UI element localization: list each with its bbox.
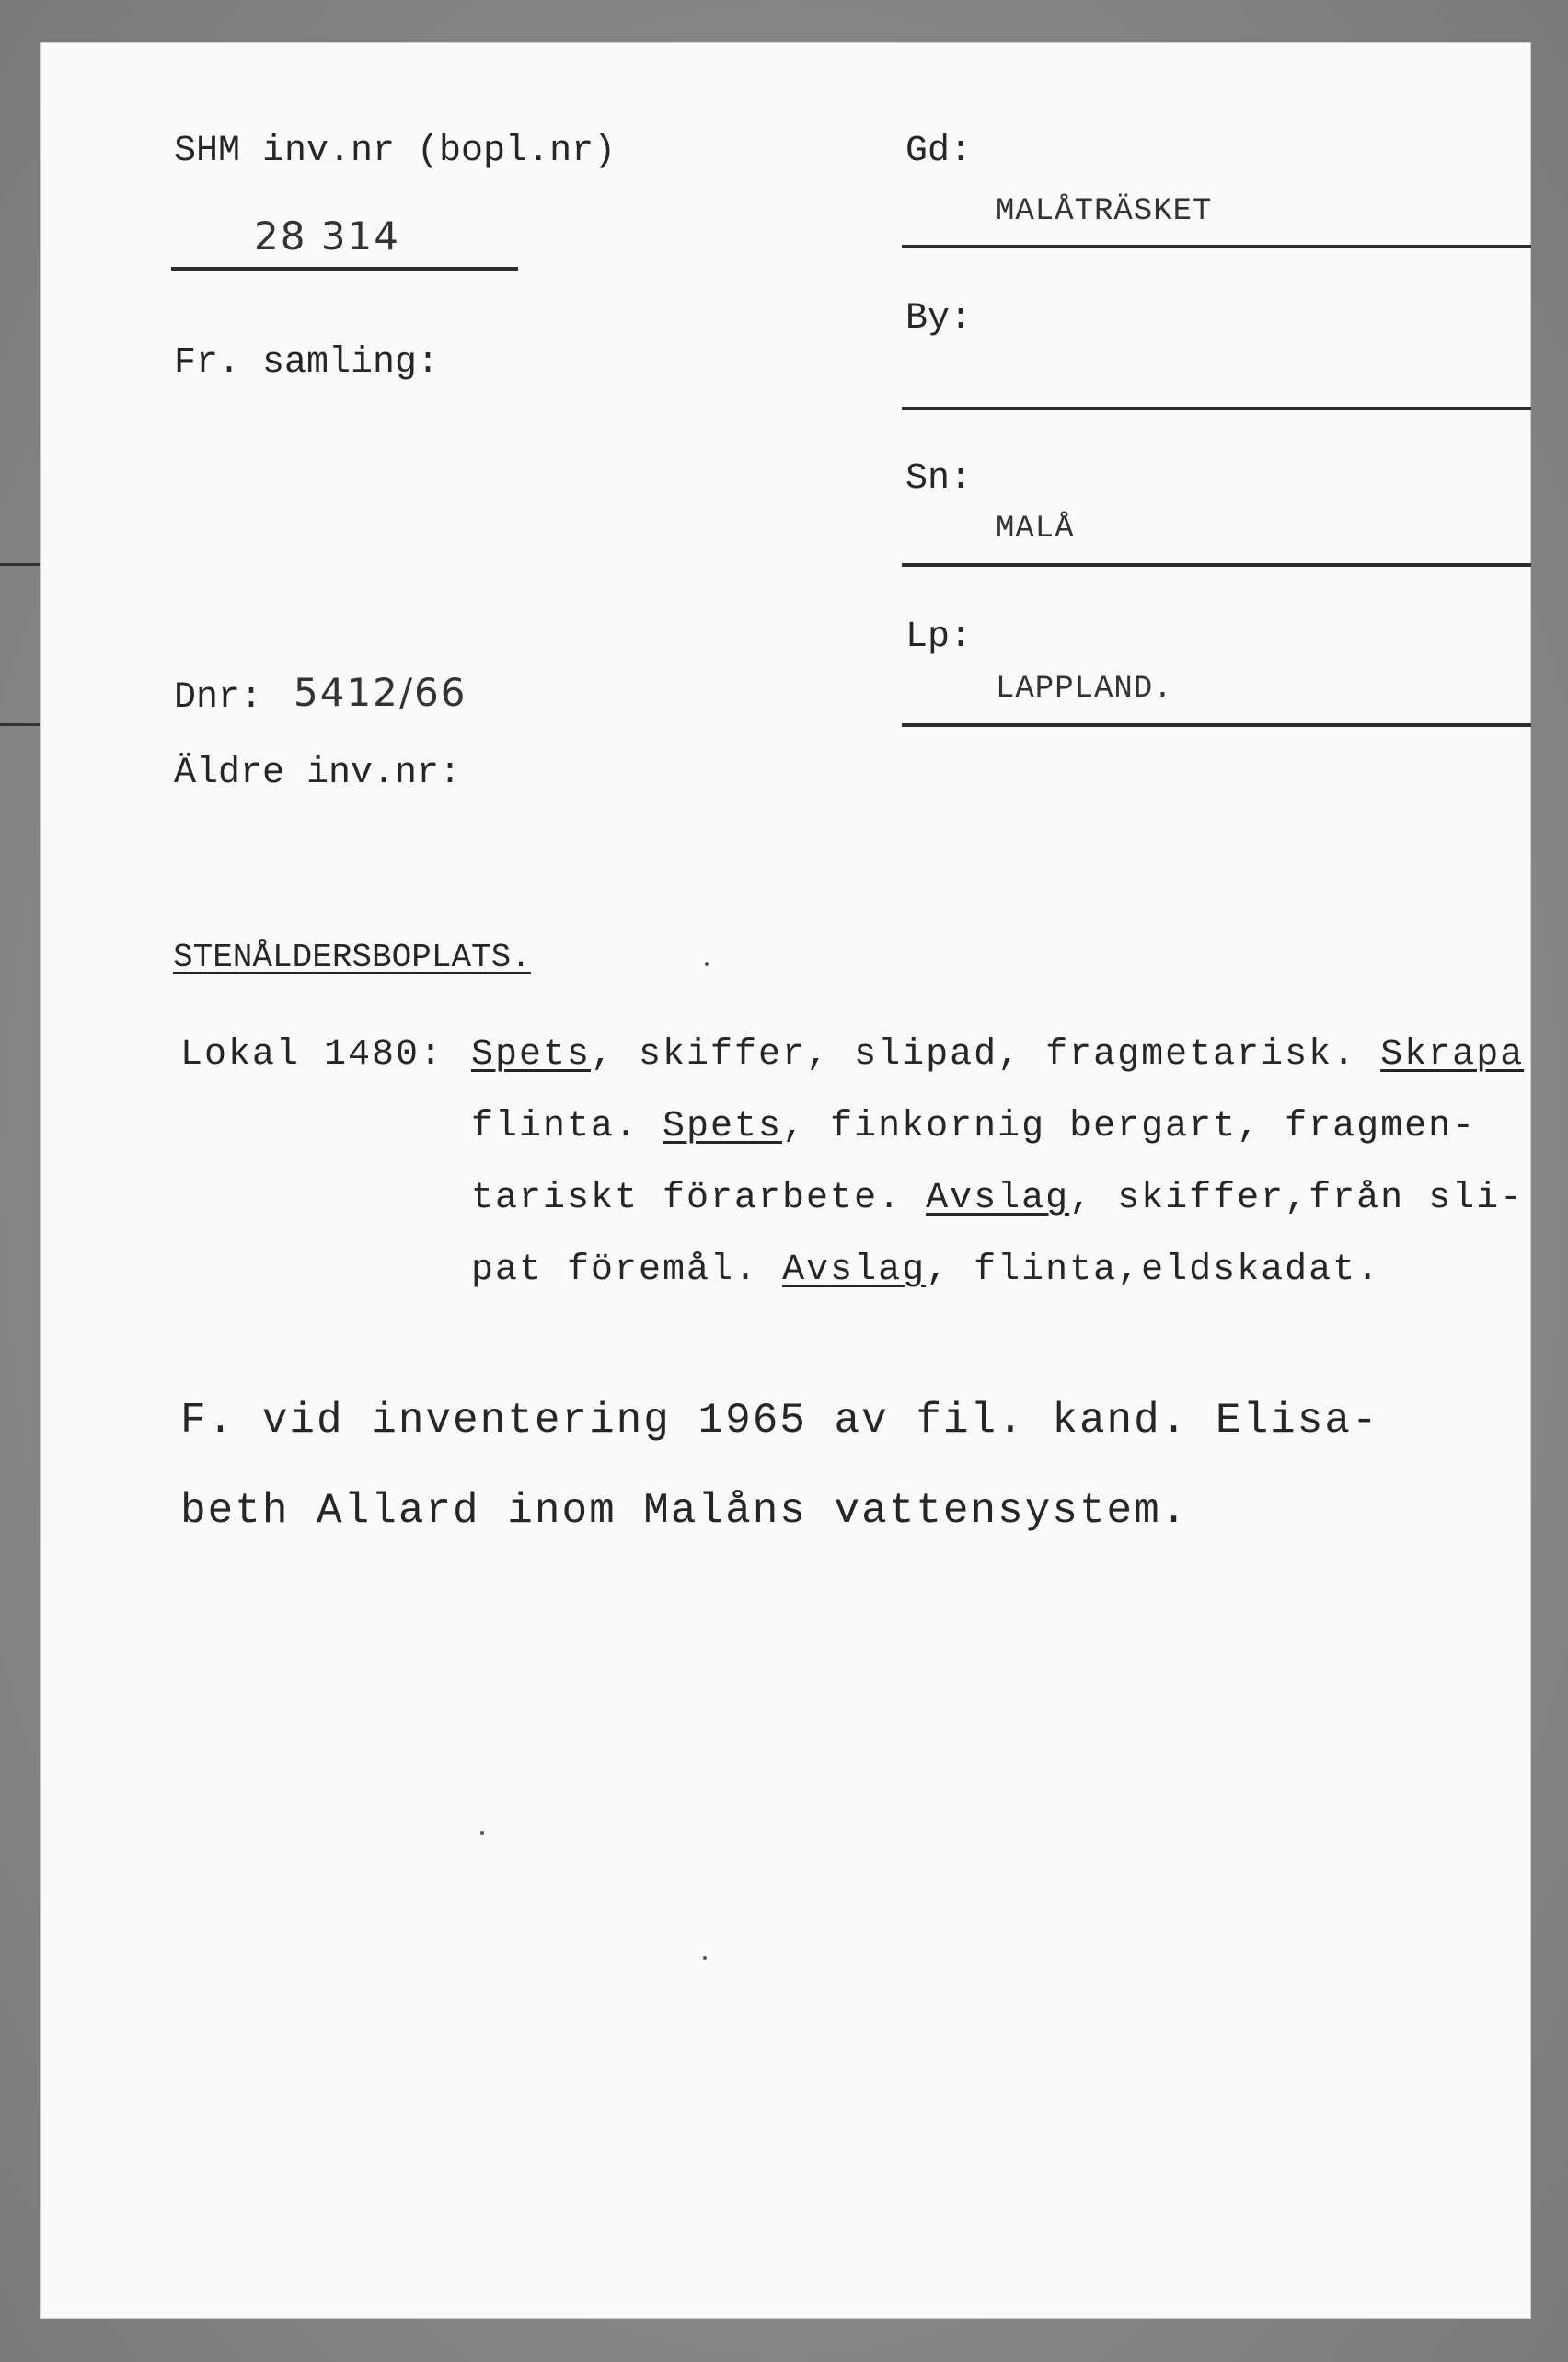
find-description: flinta. xyxy=(471,1106,663,1147)
catalog-card xyxy=(40,42,1531,2319)
left-edge-mark xyxy=(0,563,46,566)
find-term-avslag: Avslag xyxy=(926,1178,1070,1219)
footer-note-line-1: F. vid inventering 1965 av fil. kand. Elisa- xyxy=(180,1397,1379,1445)
find-term-spets: Spets xyxy=(663,1106,783,1147)
gd-label: Gd: xyxy=(905,131,973,172)
gd-rule xyxy=(902,245,1531,248)
by-rule xyxy=(902,407,1531,410)
inv-value: 28 314 xyxy=(254,213,400,259)
by-label: By: xyxy=(905,298,973,340)
find-line-3 xyxy=(471,1178,1524,1219)
gd-value: MALÅTRÄSKET xyxy=(996,194,1213,229)
find-line-2 xyxy=(471,1106,1476,1147)
find-term-skrapa: Skrapa xyxy=(1380,1034,1525,1076)
footer-note-line-2: beth Allard inom Malåns vattensystem. xyxy=(180,1487,1189,1535)
lp-label: Lp: xyxy=(905,616,973,658)
lp-value: LAPPLAND. xyxy=(996,672,1173,707)
lp-rule xyxy=(902,723,1531,727)
dnr-label: Dnr: xyxy=(174,677,263,719)
dust-speck xyxy=(480,1831,484,1835)
left-edge-mark xyxy=(0,723,46,726)
dust-speck xyxy=(703,1956,707,1960)
sn-value: MALÅ xyxy=(996,512,1075,547)
find-description: tariskt förarbete. xyxy=(471,1178,927,1219)
fr-samling-label: Fr. samling: xyxy=(174,342,440,384)
dnr-value: 5412/66 xyxy=(294,670,467,715)
dust-speck xyxy=(705,962,709,966)
lokal-label-text: Lokal 1480: xyxy=(180,1034,444,1076)
find-line-1 xyxy=(471,1034,1524,1076)
find-line-4 xyxy=(471,1250,1380,1291)
find-description: pat föremål. xyxy=(471,1250,783,1291)
find-term-avslag: Avslag xyxy=(782,1250,927,1291)
sn-rule xyxy=(902,563,1531,567)
inv-rule xyxy=(171,267,518,271)
lokal-label xyxy=(180,1034,444,1076)
find-description: , flinta,eldskadat. xyxy=(926,1250,1381,1291)
inv-label: SHM inv.nr (bopl.nr) xyxy=(174,131,617,172)
aldre-inv-label: Äldre inv.nr: xyxy=(174,753,462,794)
find-description: , skiffer, slipad, fragmetarisk. xyxy=(591,1034,1381,1076)
sn-label: Sn: xyxy=(905,458,973,500)
find-description: , skiffer,från sli- xyxy=(1069,1178,1525,1219)
find-term-spets: Spets xyxy=(471,1034,592,1076)
find-description: , finkornig bergart, fragmen- xyxy=(782,1106,1477,1147)
site-type-heading: STENÅLDERSBOPLATS. xyxy=(173,939,531,976)
